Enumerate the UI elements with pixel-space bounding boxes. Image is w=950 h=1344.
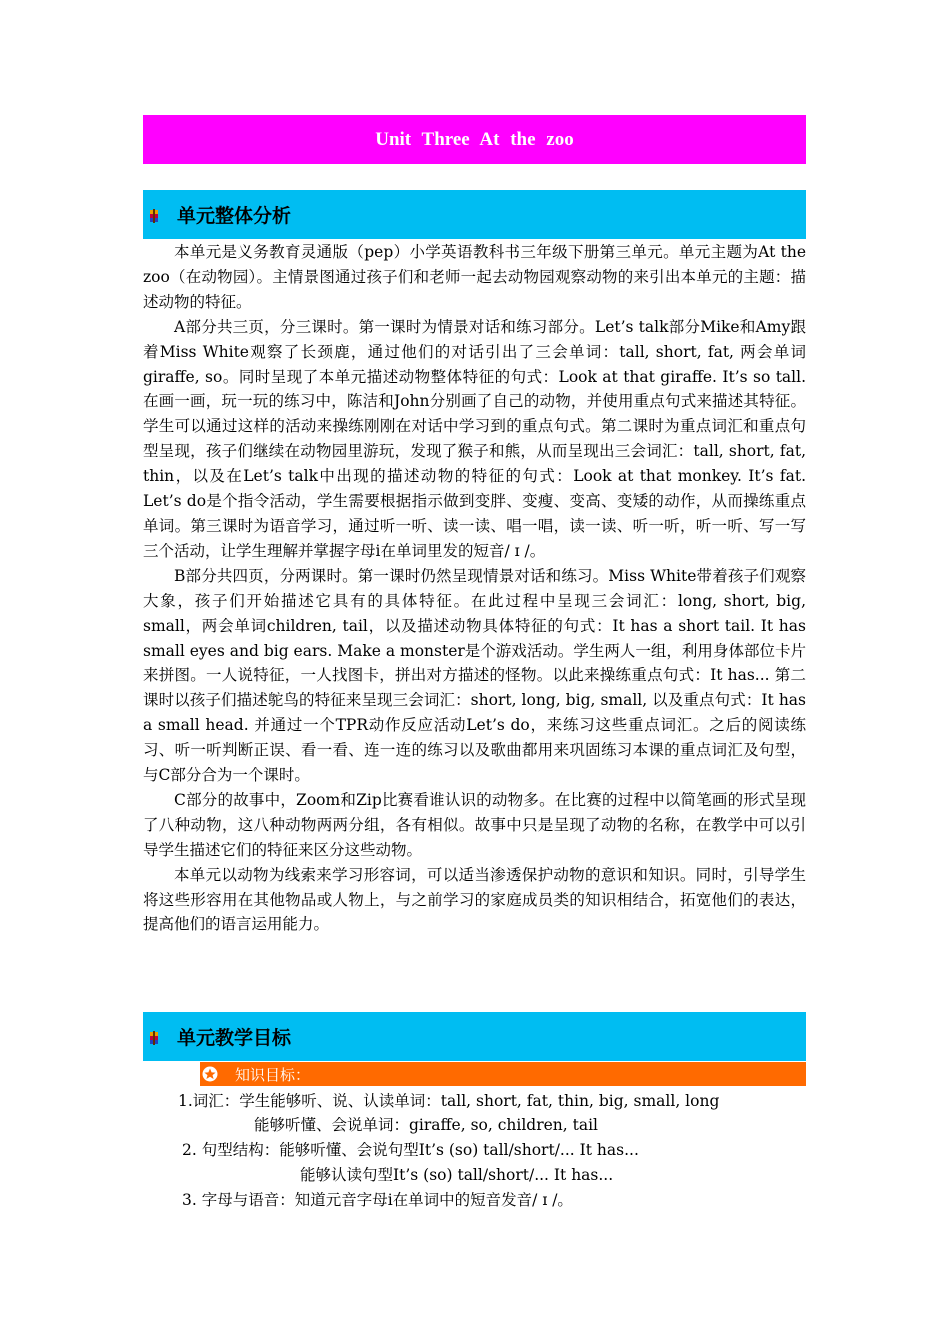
section-goals-title: 单元教学目标 — [177, 1027, 292, 1049]
paragraph: B部分共四页，分两课时。第一课时仍然呈现情景对话和练习。Miss White带着孩子们观察大象，孩子们开始描述它具有的具体特征。在此过程中呈现三会词汇：long, short, big, small，两会单词children, tail，以及描述动物具体特征的句式：It has a short tail. It has small eyes and big ears. Make a monster是个游戏活动。学生两人一组，利用身体部位卡片来拼图。一人说特征，一人找图卡，拼出对方描述的怪物。以此来操练重点句式：It has... 第二课时以孩子们描述鸵鸟的特征来呈现三会词汇：short, long, big, small, 以及重点句式：It has a small head. 并通过一个TPR动作反应活动Let’s do，来练习这些重点词汇。之后的阅读练习、听一听判断正误、看一看、连一连的练习以及歌曲都用来巩固练习本课的重点词汇及句型，与C部分合为一个课时。 — [143, 566, 806, 785]
paragraph: C部分的故事中，Zoom和Zip比赛看谁认识的动物多。在比赛的过程中以简笔画的形式呈现了八种动物，这八种动物两两分组，各有相似。故事中只是呈现了动物的名称，在教学中可以引导学生描述它们的特征来区分这些动物。 — [143, 790, 806, 859]
goal-item: 1.词汇：学生能够听、说、认读单词：tall, short, fat, thin, big, small, long — [178, 1092, 720, 1110]
knowledge-goals-header — [200, 1062, 806, 1086]
section-analysis-title: 单元整体分析 — [177, 205, 292, 227]
goal-item: 能够听懂、会说单词：giraffe, so, children, tail — [254, 1116, 599, 1134]
goal-item: 2. 句型结构：能够听懂、会说句型It’s (so) tall/short/... It has... — [182, 1141, 639, 1159]
goal-item: 3. 字母与语音：知道元音字母i在单词中的短音发音/ ɪ /。 — [182, 1191, 573, 1209]
bullet-flag-icon — [147, 208, 161, 222]
star-badge-icon — [202, 1066, 218, 1082]
goal-item: 能够认读句型It’s (so) tall/short/... It has... — [300, 1166, 614, 1184]
bullet-flag-icon — [147, 1030, 161, 1044]
knowledge-goals-label: 知识目标： — [235, 1065, 311, 1084]
section-goals-header — [143, 1012, 806, 1061]
paragraph: A部分共三页，分三课时。第一课时为情景对话和练习部分。Let’s talk部分Mike和Amy跟着Miss White观察了长颈鹿，通过他们的对话引出了三会单词：tall, short, fat, 两会单词giraffe, so。同时呈现了本单元描述动物整体特征的句式：Look at that giraffe. It’s so tall. 在画一画，玩一玩的练习中，陈洁和John分别画了自己的动物，并使用重点句式来描述其特征。学生可以通过这样的活动来操练刚刚在对话中学习到的重点句式。第二课时为重点词汇和重点句型呈现，孩子们继续在动物园里游玩，发现了猴子和熊，从而呈现出三会词汇：tall, short, fat, thin，以及在Let’s talk中出现的描述动物的特征的句式：Look at that monkey. It’s fat. Let’s do是个指令活动，学生需要根据指示做到变胖、变瘦、变高、变矮的动作，从而操练重点单词。第三课时为语音学习，通过听一听、读一读、唱一唱，读一读、听一听，听一听、写一写三个活动，让学生理解并掌握字母i在单词里发的短音/ ɪ /。 — [143, 317, 806, 560]
paragraph: 本单元以动物为线索来学习形容词，可以适当渗透保护动物的意识和知识。同时，引导学生将这些形容用在其他物品或人物上，与之前学习的家庭成员类的知识相结合，拓宽他们的表达，提高他们的语言运用能力。 — [143, 865, 806, 934]
analysis-body — [143, 240, 806, 937]
paragraph: 本单元是义务教育灵通版（pep）小学英语教科书三年级下册第三单元。单元主题为At the zoo（在动物园）。主情景图通过孩子们和老师一起去动物园观察动物的来引出本单元的主题：描述动物的特征。 — [143, 243, 806, 311]
section-analysis-header — [143, 190, 806, 239]
unit-title: Unit Three At the zoo — [143, 115, 806, 164]
